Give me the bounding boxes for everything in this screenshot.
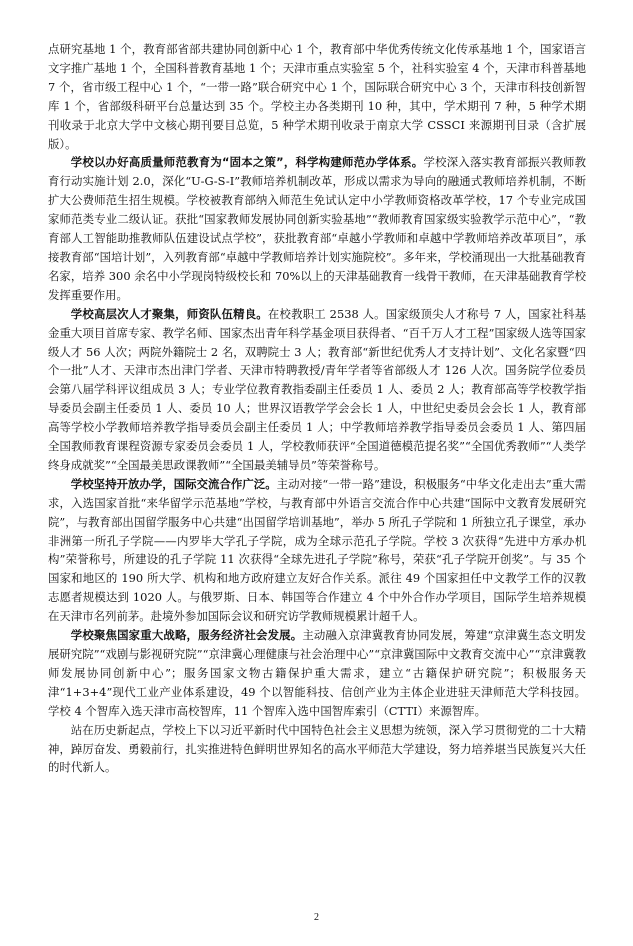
paragraph-national-strategy: [48, 626, 586, 721]
paragraph-faculty: [48, 305, 586, 475]
paragraph-lead: 学校以办好高质量师范教育为“固本之策”，科学构建师范办学体系。: [70, 155, 424, 170]
paragraph-text: 在校教职工 2538 人。国家级顶尖人才称号 7 人，国家社科基金重大项目首席专家、教学名师、国家杰出青年科学基金项目获得者、“百千万人才工程”国家级人选等国家级人才 56 人次；两院外籍院士 2 名，双聘院士 3 人；教育部“新世纪优秀人才支持计划”、文化名家暨“四个一批”人才、天津市杰出津门学者、天津市特聘教授/青年学者等省部级人才 126 人次。国务院学位委员会第八届学科评议组成员 3 人；专业学位教育教指委副主任委员 1 人、委员 2 人；教育部高等学校教学指导委员会副主任委员 1 人、委员 10 人；世界汉语教学学会会长 1 人，中世纪史委员会会长 1 人，教育部高等学校小学教师培养教学指导委员会副主任委员 1 人；中学教师培养教学指导委员会委员 1 人、第四届全国教师教育课程资源专家委员会委员 1 人，学校教师获评“全国道德模范提名奖”“全国优秀教师”“人类学终身成就奖”“全国最美思政课教师”“全国最美辅导员”等荣誉称号。: [48, 306, 586, 472]
paragraph-text: 主动融入京津冀教育协同发展，筹建“京津冀生态文明发展研究院”“戏剧与影视研究院”“京津冀心理健康与社会治理中心”“京津冀国际中文教育交流中心”“京津冀教师发展协同创新中心”；服务国家文物古籍保护重大需求，建立“古籍保护研究院”；积极服务天津“1+3+4”现代工业产业体系建设，49 个以智能科技、信创产业为主体企业进驻天津师范大学科技园。学校 4 个智库入选天津市高校智库，11 个智库入选中国智库索引（CTTI）来源智库。: [48, 628, 586, 718]
page-number: 2: [314, 912, 319, 923]
paragraph-text: 站在历史新起点，学校上下以习近平新时代中国特色社会主义思想为统领，深入学习贯彻党的二十大精神，踔厉奋发、勇毅前行，扎实推进特色鲜明世界知名的高水平师范大学建设，努力培养堪当民族复兴大任的时代新人。: [48, 722, 586, 775]
paragraph-lead: 学校高层次人才聚集，师资队伍精良。: [70, 306, 268, 321]
paragraph-text: 主动对接“一带一路”建设，积极服务“中华文化走出去”重大需求，入选国家首批“来华留学示范基地”学校，与教育部中外语言交流合作中心共建“国际中文教育发展研究院”，与教育部出国留学服务中心共建“出国留学培训基地”，举办 5 所孔子学院和 1 所独立孔子课堂，承办非洲第一所孔子学院——内罗毕大学孔子学院，成为全球示范孔子学院。学校 3 次获得“先进中方承办机构”荣誉称号，所建设的孔子学院 11 次获得“全球先进孔子学院”称号，荣获“孔子学院开创奖”。与 35 个国家和地区的 190 所大学、机构和地方政府建立友好合作关系。派往 49 个国家担任中文教学工作的汉教志愿者规模达到 1020 人。与俄罗斯、日本、韩国等合作建立 4 个中外合作办学项目，国际学生培养规模在天津市名列前茅。赴境外参加国际会议和研究访学教师规模累计超千人。: [48, 476, 586, 624]
paragraph-text: 点研究基地 1 个，教育部省部共建协同创新中心 1 个，教育部中华优秀传统文化传承基地 1 个，国家语言文字推广基地 1 个，全国科普教育基地 1 个；天津市重点实验室 5 个，社科实验室 4 个，天津市科普基地 7 个，省市级工程中心 1 个，“一带一路”联合研究中心 1 个，国际联合研究中心 3 个，天津市科技创新智库 1 个，省部级科研平台总量达到 35 个。学校主办各类期刊 10 种，其中，学术期刊 7 种，5 种学术期刊收录于北京大学中文核心期刊要目总览，5 种学术期刊收录于南京大学 CSSCI 来源期刊目录（含扩展版）。: [48, 42, 586, 151]
paragraph-international: [48, 475, 586, 626]
paragraph-research-platforms: [48, 40, 586, 153]
paragraph-text: 学校深入落实教育部振兴教师教育行动实施计划 2.0，深化“U-G-S-I”教师培养机制改革，形成以需求为导向的融通式教师培养机制，不断扩大公费师范生招生规模。学校被教育部纳入师范生免试认定中小学教师资格改革学校，17 个专业完成国家师范类专业二级认证。获批“国家教师发展协同创新实验基地”“教师教育国家级实验教学示范中心”，“教育部人工智能助推教师队伍建设试点学校”，获批教育部“卓越小学教师和卓越中学教师培养改革项目”，承接教育部“国培计划”，入列教育部“卓越中学教师培养计划实施院校”。多年来，学校涌现出一大批基础教育名家，培养 300 余名中小学现岗特级校长和 70%以上的天津基础教育一线骨干教师，在天津基础教育学校发挥重要作用。: [48, 155, 586, 302]
paragraph-teacher-education: [48, 153, 586, 304]
paragraph-conclusion: [48, 721, 586, 778]
paragraph-lead: 学校坚持开放办学，国际交流合作广泛。: [70, 476, 277, 491]
paragraph-lead: 学校聚焦国家重大战略，服务经济社会发展。: [70, 628, 303, 643]
body-text: [48, 40, 586, 777]
